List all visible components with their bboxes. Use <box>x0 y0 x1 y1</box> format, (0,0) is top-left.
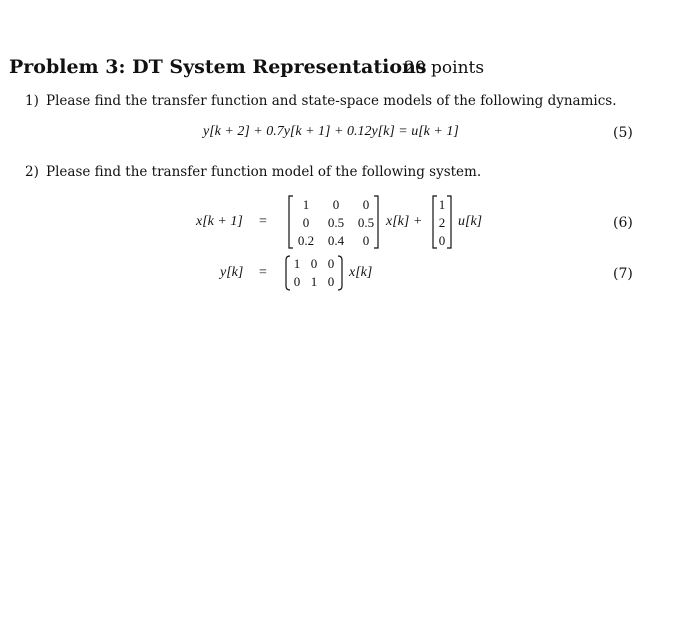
matrix-a-cell: 0.5 <box>327 215 345 230</box>
matrix-b-cell: 2 <box>438 215 446 230</box>
matrix-b-right-bracket <box>447 196 451 248</box>
matrix-a-cell: 1 <box>302 197 310 212</box>
matrix-a-left-bracket <box>289 196 293 248</box>
matrix-a-cell: 0.2 <box>297 233 315 248</box>
matrix-c-cell: 0 <box>293 274 301 289</box>
matrix-a-cell: 0.5 <box>357 215 375 230</box>
state-eq-lhs: x[k + 1] <box>196 214 243 229</box>
matrix-b-cell: 0 <box>438 233 446 248</box>
matrix-b-left-bracket <box>433 196 437 248</box>
matrix-a-cell: 0 <box>332 197 340 212</box>
output-eq-eqno: (7) <box>613 266 633 282</box>
matrix-a-cell: 0 <box>362 233 370 248</box>
q1-number: 1) <box>25 93 39 109</box>
output-eq-equals: = <box>259 265 267 280</box>
matrix-a-right-bracket <box>374 196 378 248</box>
output-eq-x-term: x[k] <box>349 265 373 280</box>
matrix-a-cell: 0.4 <box>327 233 345 248</box>
state-eq-eqno: (6) <box>613 215 633 231</box>
q1-text: Please find the transfer function and state-space models of the following dynamics. <box>46 93 617 109</box>
problem-title: Problem 3: DT System Representations <box>9 56 427 78</box>
q1-eqno: (5) <box>613 125 633 141</box>
problem-points: 20 points <box>404 58 485 78</box>
q1-equation: y[k + 2] + 0.7y[k + 1] + 0.12y[k] = u[k + 1] <box>203 124 459 139</box>
q2-number: 2) <box>25 164 39 180</box>
matrix-b-cell: 1 <box>438 197 446 212</box>
q2-text: Please find the transfer function model of the following system. <box>46 164 482 180</box>
matrix-c-left-bracket <box>286 256 290 290</box>
output-eq-lhs: y[k] <box>220 265 244 280</box>
matrix-a-cell: 0 <box>362 197 370 212</box>
matrix-c-cell: 1 <box>293 256 301 271</box>
matrix-a-cell: 0 <box>302 215 310 230</box>
state-eq-x-term: x[k] + <box>386 214 423 229</box>
matrix-c-right-bracket <box>338 256 342 290</box>
state-eq-u-term: u[k] <box>458 214 483 229</box>
state-eq-equals: = <box>259 214 267 229</box>
matrix-c-cell: 0 <box>310 256 318 271</box>
matrix-c-cell: 0 <box>327 274 335 289</box>
matrix-c-cell: 0 <box>327 256 335 271</box>
matrix-c-cell: 1 <box>310 274 318 289</box>
